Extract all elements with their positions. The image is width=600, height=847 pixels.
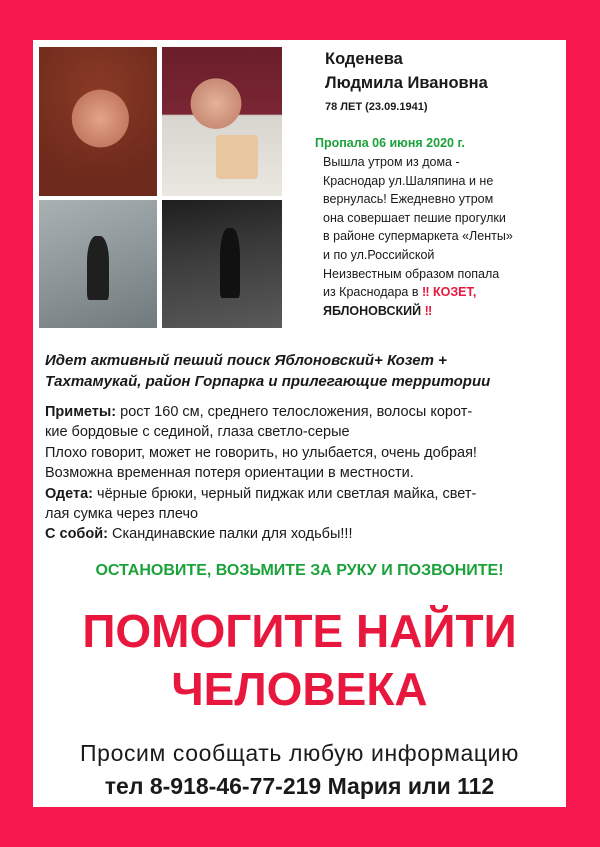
help-headline-line2: ЧЕЛОВЕКА xyxy=(171,663,428,715)
help-headline-line1: ПОМОГИТЕ НАЙТИ xyxy=(82,605,517,657)
carrying-line xyxy=(45,524,560,544)
description-line: Вышла утром из дома - xyxy=(323,155,460,169)
contact-phone: тел 8-918-46-77-219 Мария или 112 xyxy=(104,773,495,799)
stop-call-notice: ОСТАНОВИТЕ, ВОЗЬМИТЕ ЗА РУКУ И ПОЗВОНИТЕ! xyxy=(95,562,504,579)
signs-line: кие бордовые с сединой, глаза светло-серые xyxy=(45,424,350,441)
walking-figure xyxy=(220,228,240,298)
description-line: вернулась! Ежедневно утром xyxy=(323,192,494,207)
signs-line xyxy=(45,402,560,422)
portrait-photo-2 xyxy=(162,47,282,196)
person-surname: Коденева xyxy=(325,50,403,68)
report-request: Просим сообщать любую информацию xyxy=(80,740,519,766)
clothes-line xyxy=(45,484,560,504)
walking-figure xyxy=(87,236,109,300)
description-line: в районе супермаркета «Ленты» xyxy=(323,229,513,244)
description-line: она совершает пешие прогулки xyxy=(323,210,506,225)
cctv-photo-1 xyxy=(39,200,157,328)
description-line: из Краснодара в xyxy=(323,285,419,300)
search-line: Тахтамукай, район Горпарка и прилегающие территории xyxy=(45,373,491,390)
search-line: Идет активный пеший поиск Яблоновский+ Козет + xyxy=(45,352,447,369)
carrying-label: С собой: xyxy=(45,526,108,543)
description-line: Краснодар ул.Шаляпина и не xyxy=(323,173,494,188)
description-line: и по ул.Российской xyxy=(323,247,435,262)
description-line-locations xyxy=(323,283,563,302)
missing-person-poster xyxy=(33,40,566,807)
portrait-photo-1 xyxy=(39,47,157,196)
exclamation-mark: ‼ xyxy=(424,303,433,318)
description-line-locations-2 xyxy=(323,302,563,321)
signs-label: Приметы: xyxy=(45,404,117,420)
description xyxy=(323,153,563,320)
location-kozet: ‼ КОЗЕТ, xyxy=(421,285,477,300)
signs-line: Возможна временная потеря ориентации в местности. xyxy=(45,465,414,482)
signs-line: Плохо говорит, может не говорить, но улыбается, очень добрая! xyxy=(45,444,477,461)
description-line: Неизвестным образом попала xyxy=(323,266,500,281)
carrying-text: Скандинавские палки для ходьбы!!! xyxy=(107,526,353,543)
signs-block xyxy=(45,402,560,545)
person-name: Людмила Ивановна xyxy=(325,74,488,92)
mug-detail xyxy=(216,135,258,179)
clothes-text: чёрные брюки, черный пиджак или светлая майка, свет- xyxy=(93,485,477,502)
clothes-line: лая сумка через плечо xyxy=(45,506,199,523)
person-age: 78 ЛЕТ (23.09.1941) xyxy=(325,101,428,113)
signs-text: рост 160 см, среднего телосложения, волосы корот- xyxy=(116,404,473,420)
clothes-label: Одета: xyxy=(45,485,93,502)
search-notice xyxy=(45,350,557,392)
cctv-photo-2 xyxy=(162,200,282,328)
missing-date: Пропала 06 июня 2020 г. xyxy=(315,136,465,150)
location-yablonovsky: ЯБЛОНОВСКИЙ xyxy=(323,303,422,318)
